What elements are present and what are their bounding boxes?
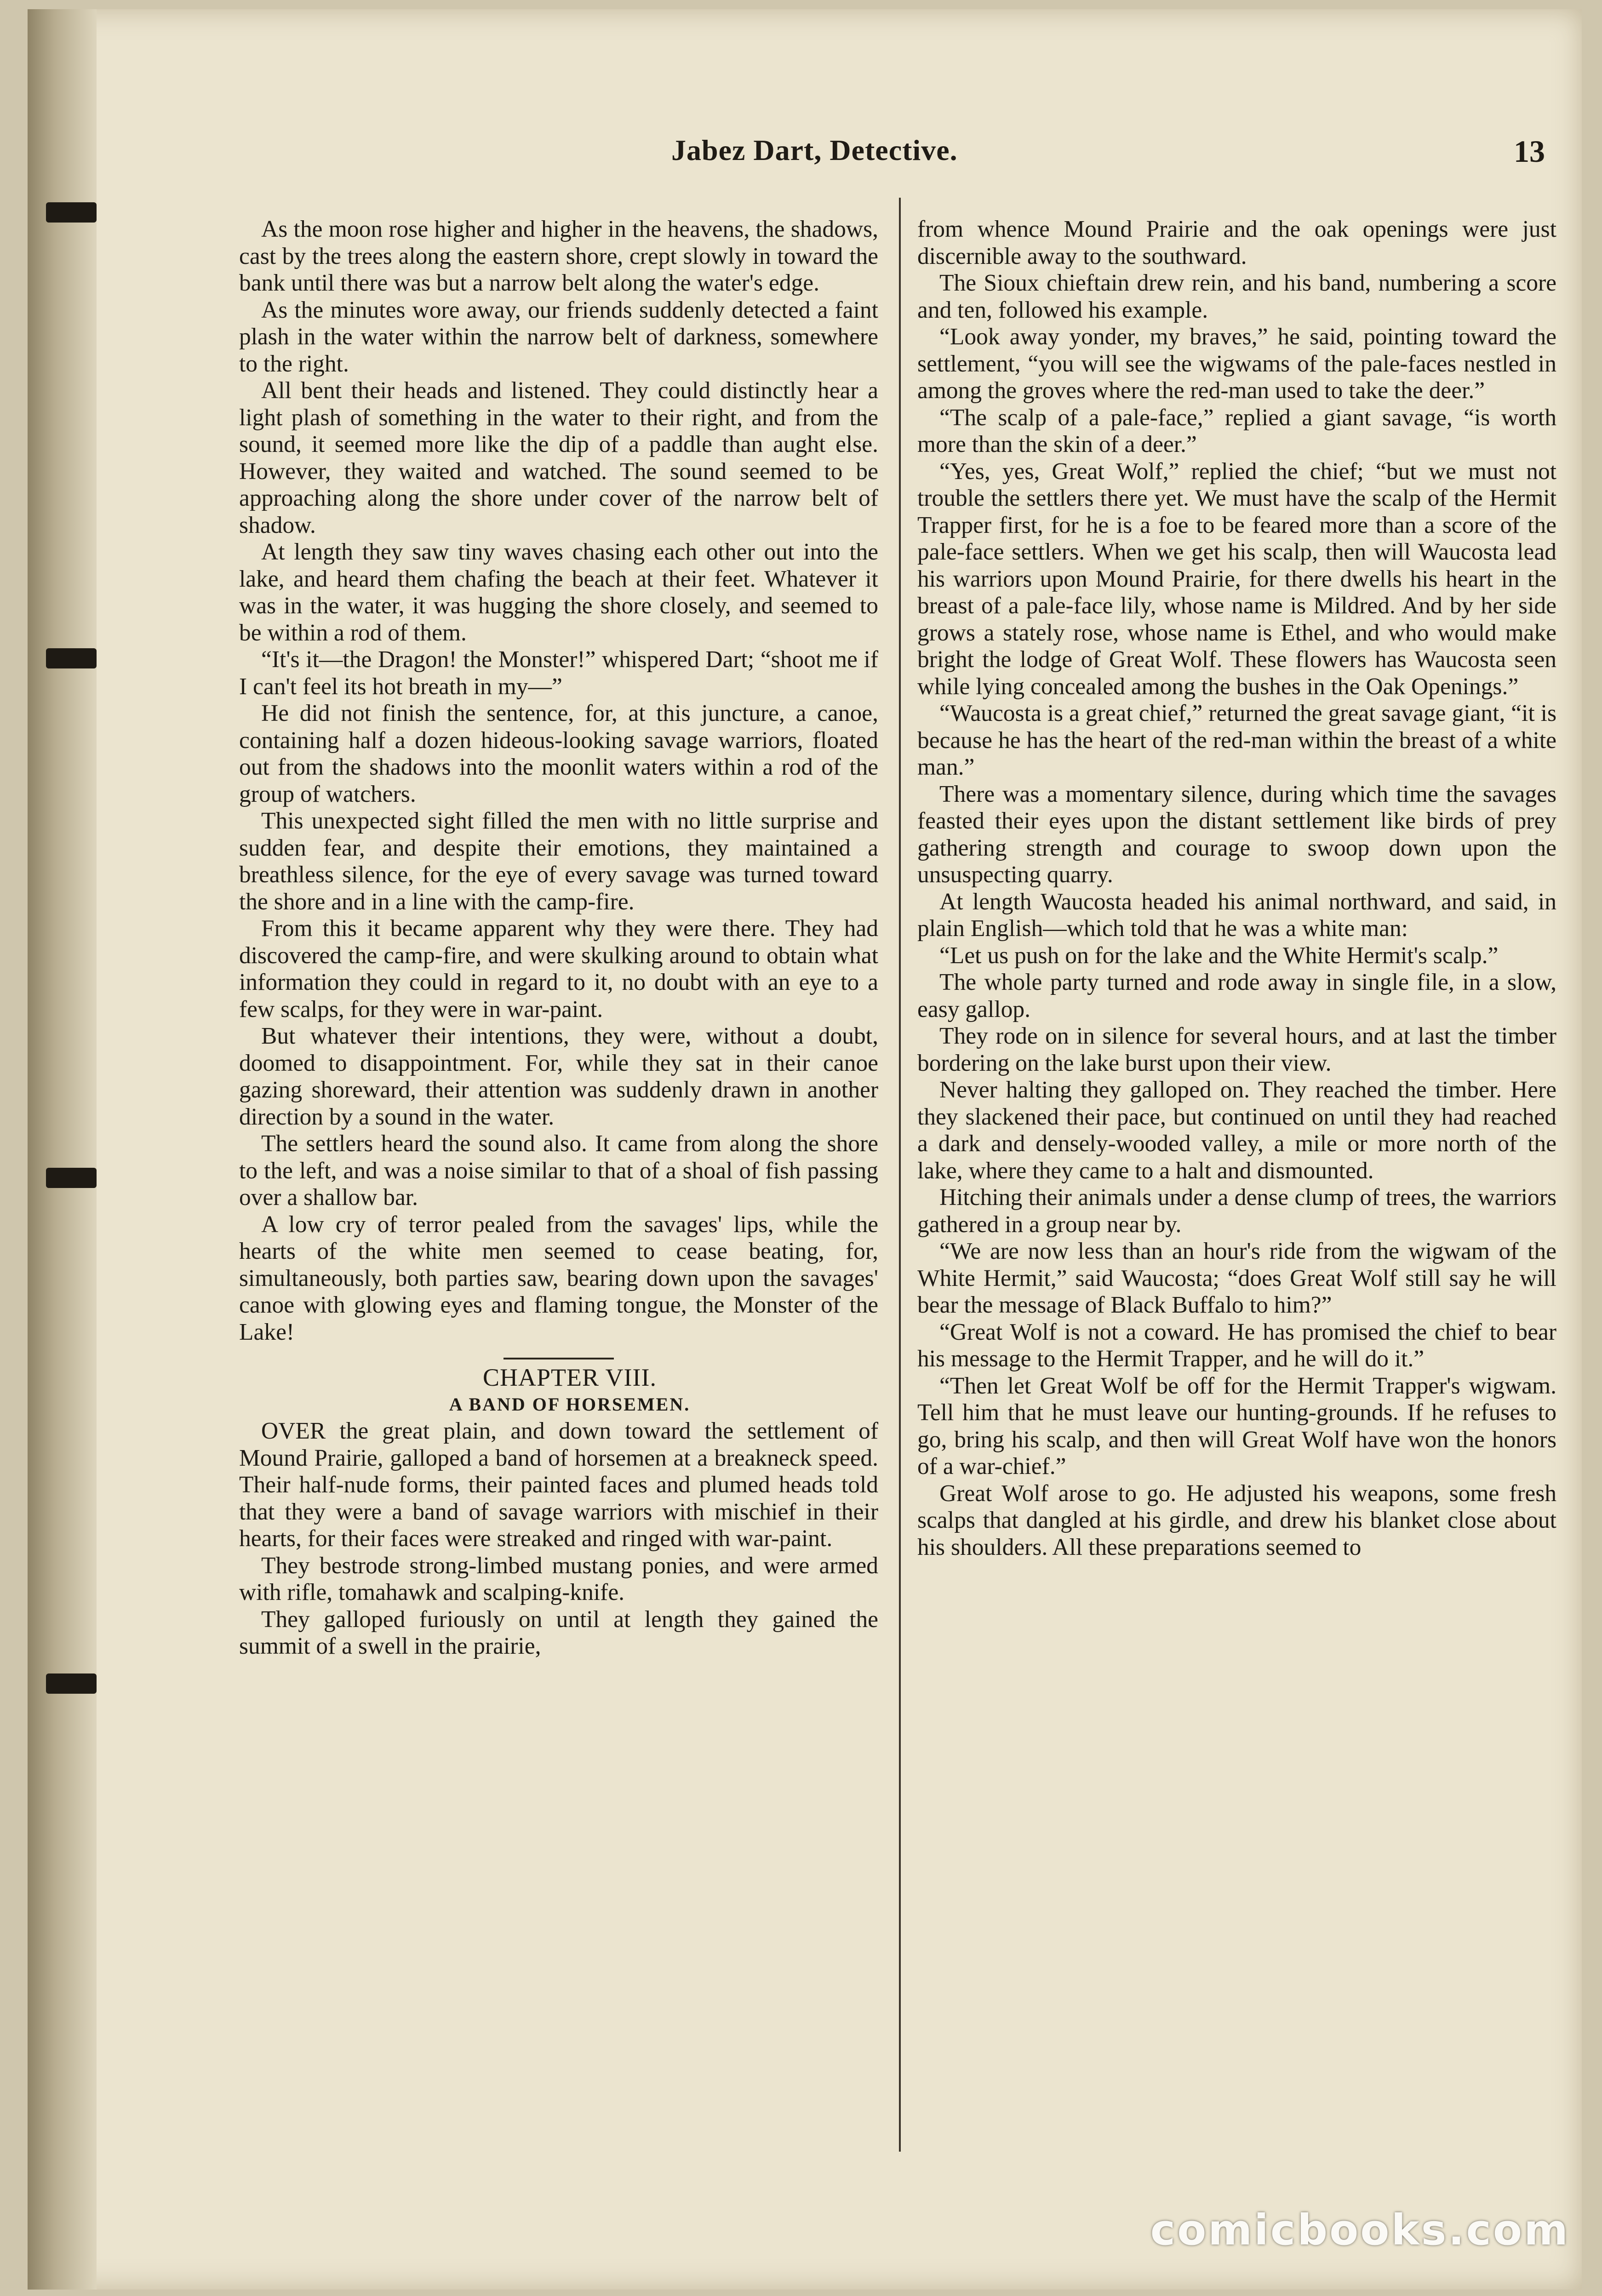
site-watermark: comicbooks.com <box>1150 2205 1570 2255</box>
column-divider <box>899 198 901 2152</box>
page-header <box>671 133 1545 184</box>
page-binding <box>28 9 97 2290</box>
right-column <box>917 216 1556 1561</box>
binding-stitch <box>46 648 97 668</box>
paragraph: The settlers heard the sound also. It came from along the shore to the left, and was a noise similar to that of a shoal of fish passing over a shallow bar. <box>239 1131 878 1211</box>
paragraph: There was a momentary silence, during which time the savages feasted their eyes upon the distant settlement like birds of prey gathering strength and courage to swoop down upon the unsuspecting quarry. <box>917 781 1556 888</box>
paragraph: This unexpected sight filled the men with no little surprise and sudden fear, and despite their emotions, they maintained a breathless silence, for the eye of every savage was turned toward the shore and in a line with the camp-fire. <box>239 808 878 915</box>
paragraph: OVER the great plain, and down toward the settlement of Mound Prairie, galloped a band of horsemen at a breakneck speed. Their half-nude forms, their painted faces and plumed heads told that they were a band of savage warriors with mischief in their hearts, for their faces were streaked and ringed with war-paint. <box>239 1418 878 1552</box>
paragraph: All bent their heads and listened. They could distinctly hear a light plash of something in the water to their right, and from the sound, it seemed more like the dip of a paddle than aught else. However, they waited and watched. The sound seemed to be approaching along the shore under cover of the narrow belt of shadow. <box>239 377 878 538</box>
paragraph: As the moon rose higher and higher in the heavens, the shadows, cast by the trees along the eastern shore, crept slowly in toward the bank until there was but a narrow belt along the water's edge. <box>239 216 878 296</box>
paragraph: Great Wolf arose to go. He adjusted his weapons, some fresh scalps that dangled at his girdle, and drew his blanket close about his shoulders. All these preparations seemed to <box>917 1480 1556 1560</box>
left-column <box>239 216 878 1660</box>
paragraph: “The scalp of a pale-face,” replied a giant savage, “is worth more than the skin of a deer.” <box>917 404 1556 457</box>
binding-stitch <box>46 1673 97 1694</box>
paragraph: As the minutes wore away, our friends suddenly detected a faint plash in the water within the narrow belt of darkness, somewhere to the right. <box>239 297 878 377</box>
paragraph: A low cry of terror pealed from the savages' lips, while the hearts of the white men seemed to cease beating, for, simultaneously, both parties saw, bearing down upon the savages' canoe with glowing eyes and flaming tongue, the Monster of the Lake! <box>239 1211 878 1345</box>
paragraph: Hitching their animals under a dense clump of trees, the warriors gathered in a group near by. <box>917 1184 1556 1238</box>
chapter-rule <box>503 1358 614 1359</box>
paragraph: From this it became apparent why they were there. They had discovered the camp-fire, and were skulking around to obtain what information they could in regard to it, no doubt with an eye to a few scalps, for they were in war-paint. <box>239 915 878 1022</box>
paragraph: “Look away yonder, my braves,” he said, pointing toward the settlement, “you will see the wigwams of the pale-faces nestled in among the groves where the red-man used to take the deer.” <box>917 324 1556 404</box>
paragraph: The whole party turned and rode away in single file, in a slow, easy gallop. <box>917 969 1556 1022</box>
paragraph: But whatever their intentions, they were, without a doubt, doomed to disappointment. For, while they sat in their canoe gazing shoreward, their attention was suddenly drawn in another direction by a sound in the water. <box>239 1023 878 1130</box>
paragraph: At length Waucosta headed his animal northward, and said, in plain English—which told that he was a white man: <box>917 888 1556 942</box>
paragraph: “Then let Great Wolf be off for the Hermit Trapper's wigwam. Tell him that he must leave our hunting-grounds. If he refuses to go, bring his scalp, and then will Great Wolf have won the honors of a war-chief.” <box>917 1372 1556 1479</box>
binding-stitch <box>46 202 97 223</box>
paragraph: They bestrode strong-limbed mustang ponies, and were armed with rifle, tomahawk and scalping-knife. <box>239 1552 878 1605</box>
paragraph: At length they saw tiny waves chasing each other out into the lake, and heard them chafing the beach at their feet. Whatever it was in the water, it was hugging the shore closely, and seemed to be within a rod of them. <box>239 539 878 646</box>
book-page <box>28 9 1582 2290</box>
paragraph: “Great Wolf is not a coward. He has promised the chief to bear his message to the Hermit Trapper, and he will do it.” <box>917 1319 1556 1372</box>
running-title: Jabez Dart, Detective. <box>671 134 958 166</box>
page-number: 13 <box>1514 134 1545 169</box>
chapter-title: CHAPTER VIII. <box>482 1364 657 1391</box>
binding-stitch <box>46 1168 97 1188</box>
paragraph: He did not finish the sentence, for, at this juncture, a canoe, containing half a dozen hideous-looking savage warriors, floated out from the shadows into the moonlit waters within a rod of the group of watchers. <box>239 700 878 807</box>
paragraph: “We are now less than an hour's ride from the wigwam of the White Hermit,” said Waucosta; “does Great Wolf still say he will bear the message of Black Buffalo to him?” <box>917 1238 1556 1318</box>
paragraph: The Sioux chieftain drew rein, and his band, numbering a score and ten, followed his example. <box>917 270 1556 323</box>
paragraph: “Yes, yes, Great Wolf,” replied the chief; “but we must not trouble the settlers there yet. We must have the scalp of the Hermit Trapper first, for he is a foe to be feared more than a score of the pale-face settlers. When we get his scalp, then will Waucosta lead his warriors upon Mound Prairie, for there dwells his heart in the breast of a pale-face lily, whose name is Mildred. And by her side grows a stately rose, whose name is Ethel, and who would make bright the lodge of Great Wolf. These flowers has Waucosta seen while lying concealed among the bushes in the Oak Openings.” <box>917 458 1556 700</box>
paragraph: They galloped furiously on until at length they gained the summit of a swell in the prairie, <box>239 1606 878 1659</box>
paragraph: from whence Mound Prairie and the oak openings were just discernible away to the southward. <box>917 216 1556 269</box>
paragraph: “Let us push on for the lake and the White Hermit's scalp.” <box>939 942 1499 969</box>
paragraph: Never halting they galloped on. They reached the timber. Here they slackened their pace, but continued on until they had reached a dark and densely-wooded valley, a mile or more north of the lake, where they came to a halt and dismounted. <box>917 1077 1556 1184</box>
paragraph: “Waucosta is a great chief,” returned the great savage giant, “it is because he has the heart of the red-man within the breast of a white man.” <box>917 700 1556 780</box>
paragraph: They rode on in silence for several hours, and at last the timber bordering on the lake burst upon their view. <box>917 1023 1556 1076</box>
paragraph: “It's it—the Dragon! the Monster!” whispered Dart; “shoot me if I can't feel its hot breath in my—” <box>239 646 878 700</box>
chapter-subtitle: A BAND OF HORSEMEN. <box>449 1394 691 1415</box>
